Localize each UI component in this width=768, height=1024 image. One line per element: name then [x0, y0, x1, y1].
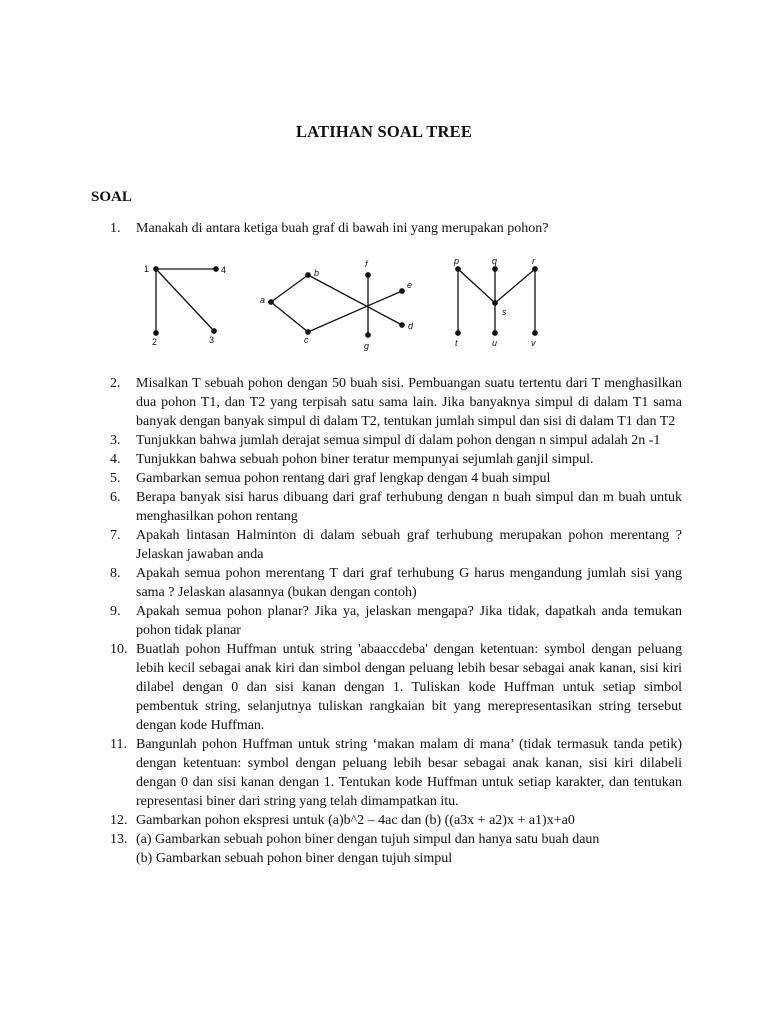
edge-c-e [308, 291, 402, 332]
question-item [110, 374, 682, 431]
question-number: 1. [110, 221, 121, 236]
label-b: b [314, 268, 320, 278]
graphs-figure [136, 255, 556, 360]
label-s: s [502, 307, 507, 317]
vertex-c [306, 330, 310, 334]
label-u: u [492, 338, 498, 348]
label-3: 3 [209, 335, 215, 345]
question-number: 10. [110, 642, 128, 657]
page-title: LATIHAN SOAL TREE [295, 122, 473, 141]
edge-a-b [271, 275, 308, 302]
question-text: Berapa banyak sisi harus dibuang dari graf terhubung dengan n buah simpul dan m buah untuk menghasilkan pohon rentang [136, 490, 682, 524]
vertex-v [533, 331, 537, 335]
label-r: r [532, 256, 535, 266]
vertex-t [456, 331, 460, 335]
vertex-e [400, 289, 404, 293]
question-13b: (b) Gambarkan sebuah pohon biner dengan tujuh simpul [136, 851, 453, 866]
label-4: 4 [221, 265, 227, 275]
question-text: Misalkan T sebuah pohon dengan 50 buah sisi. Pembuangan suatu tertentu dari T menghasilkan dua pohon T1, dan T2 yang terpisah satu sama lain. Jika banyaknya simpul di dalam T1 sama banyak dengan banyak simpul di dalam T2, tentukan jumlah simpul dan sisi di dalam T1 dan T2 [136, 376, 682, 429]
label-d: d [408, 321, 414, 331]
question-number: 7. [110, 528, 121, 543]
question-number: 2. [110, 376, 121, 391]
vertex-3 [212, 329, 216, 333]
question-number: 13. [110, 832, 128, 847]
question-number: 11. [110, 737, 127, 752]
question-item [110, 602, 682, 640]
edge-b-d [308, 275, 402, 325]
vertex-f [366, 273, 370, 277]
question-text: Tunjukkan bahwa sebuah pohon biner teratur mempunyai sejumlah ganjil simpul. [136, 452, 594, 467]
question-text: Gambarkan semua pohon rentang dari graf lengkap dengan 4 buah simpul [136, 471, 551, 486]
graph-1 [154, 267, 218, 335]
question-13a: (a) Gambarkan sebuah pohon biner dengan tujuh simpul dan hanya satu buah daun [136, 832, 600, 847]
vertex-s [493, 301, 497, 305]
question-text: Buatlah pohon Huffman untuk string 'abaaccdeba' dengan ketentuan: symbol dengan peluang lebih kecil sebagai anak kiri dan simbol dengan peluang lebih besar sebagai anak kanan, sisi kiri dilabel dengan 0 dan sisi kanan dengan 1. Tuliskan kode Huffman untuk setiap simbol pembentuk string, selanjutnya tuliskan rangkaian bit yang merepresentasikan string tersebut dengan kode Huffman. [136, 642, 682, 733]
question-number: 6. [110, 490, 121, 505]
question-number: 8. [110, 566, 121, 581]
question-text: Manakah di antara ketiga buah graf di bawah ini yang merupakan pohon? [136, 221, 549, 236]
label-2: 2 [152, 337, 158, 347]
vertex-4 [214, 267, 218, 271]
question-item [110, 811, 682, 830]
question-item [110, 640, 682, 735]
question-number: 12. [110, 813, 128, 828]
vertex-b [306, 273, 310, 277]
vertex-g [366, 333, 370, 337]
question-item [110, 469, 682, 488]
vertex-2 [154, 331, 158, 335]
vertex-a [269, 300, 273, 304]
label-q: q [492, 256, 498, 266]
label-e: e [407, 280, 413, 290]
question-text: Apakah semua pohon merentang T dari graf terhubung G harus mengandung jumlah sisi yang sama ? Jelaskan alasannya (bukan dengan contoh) [136, 566, 682, 600]
label-v: v [531, 338, 536, 348]
question-text: Bangunlah pohon Huffman untuk string ‘makan malam di mana’ (tidak termasuk tanda petik) dengan ketentuan: symbol dengan peluang lebih besar sebagai anak kanan, sisi kiri dilabeli dengan 0 dan sisi kanan dengan 1. Tentukan kode Huffman untuk setiap karakter, dan tentukan representasi biner dari string yang telah dimampatkan itu. [136, 737, 682, 809]
vertex-p [456, 267, 460, 271]
label-f: f [365, 259, 368, 269]
vertex-r [533, 267, 537, 271]
question-item [110, 735, 682, 811]
question-item [110, 450, 682, 469]
vertex-1 [154, 267, 158, 271]
vertex-d [400, 323, 404, 327]
question-text: Tunjukkan bahwa jumlah derajat semua simpul di dalam pohon dengan n simpul adalah 2n -1 [136, 433, 661, 448]
question-text: Apakah semua pohon planar? Jika ya, jelaskan mengapa? Jika tidak, dapatkah anda temukan pohon tidak planar [136, 604, 682, 638]
question-item [110, 526, 682, 564]
question-list [110, 374, 682, 868]
vertex-u [493, 331, 497, 335]
question-1 [110, 219, 548, 238]
label-c: c [304, 335, 309, 345]
label-p: p [454, 256, 460, 266]
vertex-q [493, 267, 497, 271]
label-a: a [260, 295, 266, 305]
section-heading: SOAL [91, 189, 132, 205]
question-text: Gambarkan pohon ekspresi untuk (a)b^2 – 4ac dan (b) ((a3x + a2)x + a1)x+a0 [136, 813, 575, 828]
question-item [110, 564, 682, 602]
question-item [110, 431, 682, 450]
question-item [110, 830, 682, 868]
question-item [110, 488, 682, 526]
graph-3 [456, 267, 537, 335]
label-1: 1 [144, 264, 150, 274]
question-number: 9. [110, 604, 121, 619]
edge-r-s [495, 269, 535, 303]
edge-1-3 [156, 269, 214, 331]
edge-p-s [458, 269, 495, 303]
question-number: 5. [110, 471, 121, 486]
question-text: Apakah lintasan Halminton di dalam sebuah graf terhubung merupakan pohon merentang ? Jelaskan jawaban anda [136, 528, 682, 562]
question-number: 3. [110, 433, 121, 448]
label-t: t [455, 338, 458, 348]
graph-2 [269, 273, 404, 337]
edge-a-c [271, 302, 308, 332]
question-number: 4. [110, 452, 121, 467]
label-g: g [364, 341, 370, 351]
